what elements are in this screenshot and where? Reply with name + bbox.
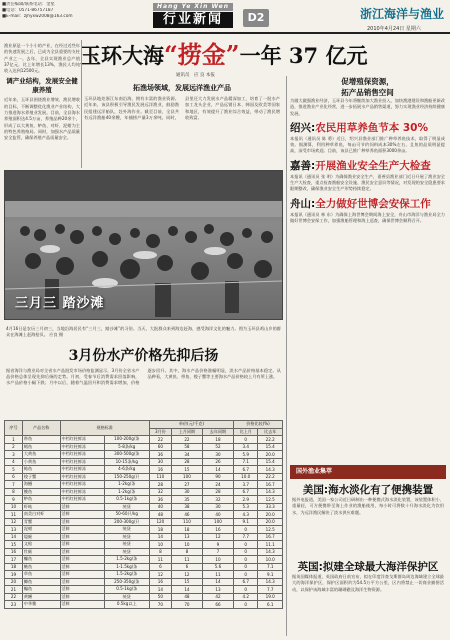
brief-title: 英国:拟建全球最大海洋保护区 bbox=[297, 561, 439, 573]
left-column bbox=[4, 43, 80, 142]
table-cell: 16 bbox=[149, 578, 171, 586]
table-cell: 鲢鱼 bbox=[22, 563, 60, 571]
table-cell: 活鲜 bbox=[60, 518, 104, 526]
table-cell: 9.1 bbox=[258, 571, 283, 579]
table-row bbox=[5, 503, 283, 511]
table-cell: 10 bbox=[149, 541, 171, 549]
brief-body: 本报讯（通讯员 林 东）为确保上海世博会期间海上安全，舟山市海洋与渔业局全力做好世博会安保工作，加强渔船管理和海上巡查，确保世博会顺利召开。 bbox=[290, 211, 445, 223]
table-row bbox=[5, 458, 283, 466]
table-cell: 4 bbox=[5, 458, 23, 466]
table-cell: 120 bbox=[149, 518, 171, 526]
table-cell: 24 bbox=[202, 481, 233, 489]
table-cell: 活鲜 bbox=[60, 503, 104, 511]
table-row bbox=[5, 533, 283, 541]
col-header-unit-price: 单价(元/千克) bbox=[149, 421, 233, 429]
table-row bbox=[5, 511, 283, 519]
table-cell: 5.6 bbox=[202, 563, 233, 571]
table-cell: 活鲜 bbox=[60, 548, 104, 556]
table-cell: 11 bbox=[202, 571, 233, 579]
table-cell: 6.7 bbox=[233, 488, 257, 496]
table-cell: 16 bbox=[149, 466, 171, 474]
photo-caption: 4月16日是农历三月初三，当地沿海居民有“三月三，踏沙滩”的习俗。当天，大批群众来到海边赶海，感受海洋文化的魅力。图为玉环县鸡山乡的群众在海滩上赶海拾贝。 应良 摄 bbox=[6, 326, 281, 337]
article-subhead: 促增殖保资源， bbox=[341, 77, 394, 86]
table-cell: 90 bbox=[202, 473, 233, 481]
news-brief-usa[interactable] bbox=[292, 483, 444, 516]
table-cell: 2.9 bbox=[233, 496, 257, 504]
table-cell: 38 bbox=[171, 503, 202, 511]
table-cell: 22 bbox=[5, 593, 23, 601]
table-row bbox=[5, 556, 283, 564]
contact-line: ■E-mail：zjhyxw2008@163.com bbox=[2, 14, 73, 19]
brief-title-topic: 农民用草养鱼节本 30% bbox=[315, 121, 428, 134]
table-cell: 中档红柱鲜冻 bbox=[60, 451, 104, 459]
table-cell: 鳊鱼 bbox=[22, 586, 60, 594]
table-cell: 30 bbox=[202, 503, 233, 511]
table-cell: 中档红柱鲜冻 bbox=[60, 458, 104, 466]
table-cell: 5.3 bbox=[233, 503, 257, 511]
article-subhead: 拓产品销售空间 bbox=[341, 88, 394, 97]
table-cell: 11.1 bbox=[258, 541, 283, 549]
col-header-vs-last-month: 比上月 bbox=[233, 428, 257, 436]
table-cell: 梭子蟹 bbox=[22, 473, 60, 481]
table-cell: 0 bbox=[233, 586, 257, 594]
column-divider bbox=[81, 40, 82, 168]
table-cell: 0 bbox=[233, 526, 257, 534]
table-cell: 14 bbox=[5, 533, 23, 541]
table-cell: 活鲜 bbox=[60, 578, 104, 586]
brief-title bbox=[290, 121, 445, 136]
table-cell: 活鲜 bbox=[60, 593, 104, 601]
table-cell: 3.7 bbox=[233, 481, 257, 489]
table-cell: 6.1 bbox=[258, 601, 283, 609]
table-cell: 14 bbox=[149, 586, 171, 594]
brief-title-topic: 全力做好世博会安保工作 bbox=[315, 197, 431, 210]
table-cell: 22 bbox=[171, 436, 202, 444]
table-cell: 2 bbox=[5, 443, 23, 451]
brief-body: 据外电报道，美国一家公司近日研制出一种便携式海水淡化装置，该装置体积小、重量轻，可方便携带至海上作业的渔船使用，每小时可将数十升海水淡化为饮用水，为远洋渔民解决了淡水供应难题。 bbox=[292, 497, 444, 515]
headline-part: 玉环大海 bbox=[80, 43, 164, 68]
table-cell: 14.3 bbox=[258, 466, 283, 474]
table-cell: 15 bbox=[171, 466, 202, 474]
headline-highlight: “捞金” bbox=[164, 40, 240, 69]
masthead-rule bbox=[0, 32, 450, 34]
table-cell: 22 bbox=[149, 436, 171, 444]
table-cell: 6.7 bbox=[233, 466, 257, 474]
table-cell: 文蛤 bbox=[22, 541, 60, 549]
table-cell: 0 bbox=[233, 601, 257, 609]
table-cell: 110 bbox=[149, 473, 171, 481]
table-cell: 0 bbox=[233, 556, 257, 564]
table-cell: 鳙鱼 bbox=[22, 556, 60, 564]
contact-line: ■责任编辑/联系电话：金星 bbox=[2, 2, 55, 7]
table-cell: 70 bbox=[171, 601, 202, 609]
table-cell: 0 bbox=[233, 548, 257, 556]
table-cell: 14.3 bbox=[258, 548, 283, 556]
table-cell: 3 bbox=[5, 451, 23, 459]
table-cell: 12 bbox=[171, 571, 202, 579]
table-cell: 中档红柱鲜冻 bbox=[60, 496, 104, 504]
table-cell: 活鲜 bbox=[60, 601, 104, 609]
table-cell: 0 bbox=[233, 571, 257, 579]
table-cell: 0.5-1kg/条 bbox=[104, 496, 149, 504]
table-cell: 100 bbox=[202, 518, 233, 526]
table-cell: 10 bbox=[202, 556, 233, 564]
table-cell: 活鲜 bbox=[60, 541, 104, 549]
table-cell: 12 bbox=[202, 533, 233, 541]
table-cell: 33.3 bbox=[258, 503, 283, 511]
table-cell: 46 bbox=[171, 511, 202, 519]
table-cell: 活鲜 bbox=[60, 586, 104, 594]
table-cell: 9.1 bbox=[233, 518, 257, 526]
section-title: 行业新闻 bbox=[153, 12, 233, 28]
table-cell: 10 bbox=[5, 503, 23, 511]
table-cell: 13 bbox=[202, 586, 233, 594]
table-cell: 16 bbox=[5, 548, 23, 556]
table-cell: 58 bbox=[171, 443, 202, 451]
article-paragraph: 近年来，玉环县围绕渔业增效、渔民增收的目标，不断调整优化渔业产业结构，大力推进海水养殖业发展。目前，全县海水养殖面积达4.5万亩，养殖品种20余个，形成了以大黄鱼、鲈鱼、对虾、泥蚶为主的特色养殖格局。同时，加强水产品质量安全监管，确保养殖产品质量安全。 bbox=[4, 97, 80, 141]
price-table-body bbox=[5, 436, 283, 609]
table-cell: 5-8条/kg bbox=[104, 443, 149, 451]
table-cell: 活鲜 bbox=[60, 571, 104, 579]
photo-overlay-title: 三月三 踏沙滩 bbox=[15, 296, 105, 311]
col-header-spec: 规格标准 bbox=[60, 421, 149, 436]
table-cell: 28 bbox=[171, 458, 202, 466]
table-cell: 34 bbox=[171, 451, 202, 459]
table-cell: 11 bbox=[149, 556, 171, 564]
table-cell: 20.0 bbox=[258, 518, 283, 526]
table-cell: 20.0 bbox=[258, 511, 283, 519]
table-cell: 5 bbox=[5, 466, 23, 474]
brief-title bbox=[290, 159, 445, 174]
table-cell: 21 bbox=[5, 586, 23, 594]
masthead bbox=[0, 0, 450, 34]
table-cell: 统货 bbox=[104, 503, 149, 511]
table-cell: 300-500g/条 bbox=[104, 451, 149, 459]
col-header-this-month: 3月份 bbox=[149, 428, 171, 436]
table-cell: 0 bbox=[233, 541, 257, 549]
table-row bbox=[5, 571, 283, 579]
newspaper-logo: 浙江海洋与渔业 bbox=[360, 7, 445, 21]
table-cell: 66 bbox=[202, 601, 233, 609]
table-cell: 14 bbox=[149, 533, 171, 541]
brief-title-topic: 开展渔业安全生产大检查 bbox=[315, 159, 431, 172]
table-row bbox=[5, 451, 283, 459]
table-row bbox=[5, 443, 283, 451]
col-header-last-year: 去年同期 bbox=[202, 428, 233, 436]
table-cell: 统货 bbox=[104, 541, 149, 549]
table-cell: 虾蛄 bbox=[22, 503, 60, 511]
col-header-last-month: 上月同期 bbox=[171, 428, 202, 436]
table-cell: 黄鳝 bbox=[22, 593, 60, 601]
brief-title: 美国:海水淡化有了便携装置 bbox=[302, 484, 434, 496]
table-cell: 鲐鱼 bbox=[22, 466, 60, 474]
table-cell: 14.3 bbox=[258, 488, 283, 496]
table-cell: 30 bbox=[171, 488, 202, 496]
table-row bbox=[5, 518, 283, 526]
table-cell: 4-6条/kg bbox=[104, 466, 149, 474]
table-cell: 中档红柱鲜冻 bbox=[60, 466, 104, 474]
table-cell: 统货 bbox=[104, 548, 149, 556]
table-cell: 110 bbox=[171, 518, 202, 526]
table-cell: 7 bbox=[5, 481, 23, 489]
news-brief-uk[interactable] bbox=[292, 560, 444, 593]
table-cell: 7.1 bbox=[258, 563, 283, 571]
table-cell: 28 bbox=[149, 481, 171, 489]
table-cell: 13 bbox=[5, 526, 23, 534]
table-cell: 中档红柱鲜冻 bbox=[60, 443, 104, 451]
news-brief-shaoxing[interactable] bbox=[290, 121, 445, 155]
table-cell: 9 bbox=[5, 496, 23, 504]
table-cell: 42 bbox=[202, 593, 233, 601]
table-row bbox=[5, 488, 283, 496]
table-cell: 0.5-1kg/条 bbox=[104, 586, 149, 594]
table-cell: 0 bbox=[233, 436, 257, 444]
table-cell: 鲳鱼 bbox=[22, 443, 60, 451]
article-subhead: 调产业结构，发展安全健康养殖 bbox=[6, 77, 78, 95]
table-cell: 缢蛏 bbox=[22, 533, 60, 541]
headline-byline: 通讯员 应 良 本报 bbox=[176, 73, 215, 78]
table-cell: 18 bbox=[171, 526, 202, 534]
brief-body: 本报讯（通讯员 陈 勇）近日，绍兴县渔业部门推广种草养鱼技术，取得了明显成效。据测算，利用种草养鱼，每亩可节约饲料成本30%左右，且鱼的品质明显提高，深受市场欢迎。目前，该县已推广种草养鱼面积3000余亩。 bbox=[290, 135, 445, 154]
news-brief-zhoushan[interactable] bbox=[290, 197, 445, 225]
table-cell: 150-250g/只 bbox=[104, 473, 149, 481]
price-table bbox=[4, 420, 283, 609]
article-subhead: 拓渔场领域，发展远洋渔业产品 bbox=[133, 84, 231, 92]
table-cell: 统货 bbox=[104, 533, 149, 541]
table-cell: 20 bbox=[5, 578, 23, 586]
table-cell: 南美白对虾 bbox=[22, 511, 60, 519]
table-cell: 15.4 bbox=[258, 458, 283, 466]
table-cell: 泥蚶 bbox=[22, 526, 60, 534]
table-cell: 统货 bbox=[104, 526, 149, 534]
table-cell: 8 bbox=[171, 548, 202, 556]
table-cell: 8 bbox=[149, 548, 171, 556]
brief-body: 本报讯（通讯员 张 明）为确保渔业安全生产，嘉善县渔业部门近日开展了渔业安全生产大检查，重点检查渔船安全设施、渔民安全意识等情况，对发现的安全隐患要求限期整改，确保渔业安全生产形势持续稳定。 bbox=[290, 173, 445, 192]
table-cell: 10.0 bbox=[233, 473, 257, 481]
table-cell: 22.2 bbox=[258, 473, 283, 481]
table-cell: 青蟹 bbox=[22, 518, 60, 526]
brief-title bbox=[290, 197, 445, 212]
table-cell: 50 bbox=[149, 593, 171, 601]
table-row bbox=[5, 541, 283, 549]
table-cell: 100-200g/条 bbox=[104, 436, 149, 444]
masthead-contact-info bbox=[2, 2, 132, 20]
table-cell: 草鱼 bbox=[22, 571, 60, 579]
table-cell: 1-1.5kg/条 bbox=[104, 563, 149, 571]
table-cell: 10 bbox=[171, 541, 202, 549]
article-paragraph: 渔业原是一个小小的产业，在经过近些年的快速发展之后，已成为全县重要的支柱产业之一。去年，全县实现渔业总产值37亿元，比上年增长13%，渔民人均纯收入达到12500元。 bbox=[4, 43, 80, 74]
table-cell: 3.4 bbox=[233, 443, 257, 451]
table-cell: 22.2 bbox=[258, 436, 283, 444]
table-cell: 1 bbox=[5, 436, 23, 444]
table-cell: 18 bbox=[149, 526, 171, 534]
table-cell: 大黄鱼 bbox=[22, 451, 60, 459]
brief-title-place: 嘉善: bbox=[290, 159, 316, 172]
table-cell: 200-300g/只 bbox=[104, 518, 149, 526]
middle-column bbox=[84, 83, 280, 121]
table-cell: 海鳗 bbox=[22, 481, 60, 489]
table-cell: 26 bbox=[202, 458, 233, 466]
table-cell: 20.0 bbox=[258, 451, 283, 459]
brief-title-place: 绍兴: bbox=[290, 121, 316, 134]
table-cell: 100 bbox=[171, 473, 202, 481]
table-cell: 中华鳖 bbox=[22, 601, 60, 609]
table-cell: 16.7 bbox=[258, 533, 283, 541]
table-cell: 9 bbox=[202, 541, 233, 549]
table-cell: 16 bbox=[202, 526, 233, 534]
table-cell: 11 bbox=[5, 511, 23, 519]
table-cell: 中档红柱鲜冻 bbox=[60, 481, 104, 489]
news-brief-jiashan[interactable] bbox=[290, 159, 445, 193]
contact-line: ■电话：0571-86757187 bbox=[2, 8, 54, 13]
table-cell: 48 bbox=[171, 593, 202, 601]
main-headline[interactable] bbox=[80, 40, 368, 69]
table-cell: 带鱼 bbox=[22, 436, 60, 444]
table-cell: 11 bbox=[171, 556, 202, 564]
table-row bbox=[5, 466, 283, 474]
table-cell: 14.3 bbox=[258, 578, 283, 586]
table-row bbox=[5, 578, 283, 586]
article-body: 为做大做强渔业经济，玉环县今年将继续加大渔业投入，加快渔港建设和渔船更新改造，推进渔业产业化经营，进一步拓展水产品销售渠道，努力实现渔业经济持续健康发展。 bbox=[290, 98, 445, 116]
table-cell: 70 bbox=[149, 601, 171, 609]
table-cell: 活鲜 bbox=[60, 563, 104, 571]
page-number-badge: D2 bbox=[243, 9, 269, 27]
table-cell: 8 bbox=[5, 488, 23, 496]
table-cell: 4.3 bbox=[233, 511, 257, 519]
table-cell: 0.5kg以上 bbox=[104, 601, 149, 609]
table-cell: 6 bbox=[149, 563, 171, 571]
beach-crowd-photo[interactable] bbox=[4, 170, 283, 320]
table-cell: 中档红柱鲜冻 bbox=[60, 436, 104, 444]
table-cell: 6.7 bbox=[233, 578, 257, 586]
table-cell: 12.5 bbox=[258, 496, 283, 504]
brief-title-place: 舟山: bbox=[290, 197, 316, 210]
table-cell: 18 bbox=[202, 436, 233, 444]
table-cell: 40 bbox=[202, 511, 233, 519]
table-cell: 10.0 bbox=[258, 556, 283, 564]
table-cell: 17 bbox=[5, 556, 23, 564]
price-article-body: 据省海洋与渔业局对全省水产品批发市场价格监测显示，3月份全省水产品价格总体呈现先抑后扬的走势。月初，受春节后消费需求回落影响，水产品价格小幅下跌；月中以后，随着气温回升和消费需求增加，价格逐步回升。其中，海水产品价格涨幅明显，淡水产品价格基本稳定。从品种看，大黄鱼、带鱼、梭子蟹等主要海水产品价格较上月有所上涨。 bbox=[6, 368, 281, 386]
table-cell: 牡蛎 bbox=[22, 548, 60, 556]
table-cell: 30 bbox=[202, 451, 233, 459]
table-cell: 12 bbox=[149, 571, 171, 579]
table-cell: 中档红柱鲜冻 bbox=[60, 473, 104, 481]
column-divider bbox=[286, 76, 287, 636]
table-cell: 1.5-2kg/条 bbox=[104, 556, 149, 564]
table-row bbox=[5, 586, 283, 594]
table-cell: 1.5-2kg/条 bbox=[104, 571, 149, 579]
table-cell: 7.7 bbox=[233, 533, 257, 541]
table-cell: 7 bbox=[202, 548, 233, 556]
table-cell: 12.5 bbox=[258, 526, 283, 534]
table-cell: 48 bbox=[149, 511, 171, 519]
table-cell: 中档红柱鲜冻 bbox=[60, 488, 104, 496]
table-cell: 35 bbox=[171, 496, 202, 504]
table-row bbox=[5, 481, 283, 489]
brief-body: 据英国媒体报道，英国政府日前宣布，拟在印度洋查戈斯群岛周边海域建立全球最大的海洋保护区，保护区面积约为54.5万平方公里，区内将禁止一切商业捕捞活动，以保护该海域丰富的珊瑚礁及海洋生物资源。 bbox=[292, 574, 444, 592]
price-article-title[interactable]: 3月份水产价格先抑后扬 bbox=[68, 348, 219, 364]
table-cell: 0 bbox=[233, 563, 257, 571]
table-cell: 7.7 bbox=[258, 586, 283, 594]
col-header-change: 价格比较(%) bbox=[233, 421, 282, 429]
table-row bbox=[5, 496, 283, 504]
table-cell: 19.0 bbox=[258, 593, 283, 601]
table-cell: 13 bbox=[171, 533, 202, 541]
table-cell: 27 bbox=[171, 481, 202, 489]
table-cell: 小黄鱼 bbox=[22, 458, 60, 466]
table-cell: 15 bbox=[171, 578, 202, 586]
table-cell: 7.1 bbox=[233, 458, 257, 466]
headline-part: 一年 37 亿元 bbox=[239, 43, 368, 68]
table-cell: 28 bbox=[202, 488, 233, 496]
table-cell: 32 bbox=[202, 496, 233, 504]
table-cell: 14 bbox=[202, 578, 233, 586]
table-cell: 52 bbox=[202, 443, 233, 451]
table-cell: 32 bbox=[149, 488, 171, 496]
table-cell: 鮸鱼 bbox=[22, 488, 60, 496]
col-header-no: 序号 bbox=[5, 421, 23, 436]
col-header-name: 产品名称 bbox=[22, 421, 60, 436]
table-cell: 活鲜 bbox=[60, 526, 104, 534]
table-cell: 14 bbox=[171, 586, 202, 594]
table-row bbox=[5, 526, 283, 534]
table-cell: 6 bbox=[171, 563, 202, 571]
table-cell: 60 bbox=[149, 443, 171, 451]
issue-date: 2010年4月24日 星期六 bbox=[367, 26, 421, 32]
table-cell: 活鲜 bbox=[60, 511, 104, 519]
table-cell: 1-2kg/条 bbox=[104, 481, 149, 489]
table-row bbox=[5, 436, 283, 444]
section-pinyin: Hang Ye Xin Wen bbox=[153, 3, 233, 11]
table-cell: 统货 bbox=[104, 593, 149, 601]
table-row bbox=[5, 601, 283, 609]
table-cell: 40 bbox=[149, 503, 171, 511]
table-cell: 活鲜 bbox=[60, 556, 104, 564]
col-header-vs-last-year: 比去年 bbox=[258, 428, 283, 436]
table-cell: 16.7 bbox=[258, 481, 283, 489]
table-row bbox=[5, 473, 283, 481]
foreign-news-section-label: 国外渔业集萃 bbox=[290, 465, 446, 479]
table-cell: 36 bbox=[149, 451, 171, 459]
table-cell: 6 bbox=[5, 473, 23, 481]
table-cell: 15 bbox=[5, 541, 23, 549]
table-row bbox=[5, 548, 283, 556]
table-cell: 4.2 bbox=[233, 593, 257, 601]
table-cell: 18 bbox=[5, 563, 23, 571]
table-cell: 鲈鱼 bbox=[22, 496, 60, 504]
section-banner bbox=[153, 3, 233, 29]
table-cell: 1-2kg/条 bbox=[104, 488, 149, 496]
table-cell: 250-350g/条 bbox=[104, 578, 149, 586]
table-row bbox=[5, 593, 283, 601]
table-cell: 30 bbox=[149, 458, 171, 466]
table-cell: 5.9 bbox=[233, 451, 257, 459]
table-cell: 活鲜 bbox=[60, 533, 104, 541]
table-cell: 鲫鱼 bbox=[22, 578, 60, 586]
table-cell: 15.4 bbox=[258, 443, 283, 451]
table-row bbox=[5, 563, 283, 571]
right-column bbox=[290, 76, 445, 224]
article-body: 玉环县地处浙江东南沿海，拥有丰富的渔业资源。近年来，该县积极引导渔民发展远洋渔业，鼓励渔民组建远洋船队，赴外海作业。截至目前，全县共有远洋渔船40余艘，年捕捞产量3万余吨。同时，县里还大力发展水产品精深加工，培育了一批水产加工龙头企业，产品远销日本、韩国及欧美等国家和地区，有效提升了渔业综合效益，带动了渔民增收致富。 bbox=[84, 96, 280, 120]
table-cell: 19 bbox=[5, 571, 23, 579]
table-cell: 10-15条/kg bbox=[104, 458, 149, 466]
table-cell: 36 bbox=[149, 496, 171, 504]
table-cell: 50-60只/kg bbox=[104, 511, 149, 519]
table-cell: 12 bbox=[5, 518, 23, 526]
table-cell: 14 bbox=[202, 466, 233, 474]
table-cell: 23 bbox=[5, 601, 23, 609]
